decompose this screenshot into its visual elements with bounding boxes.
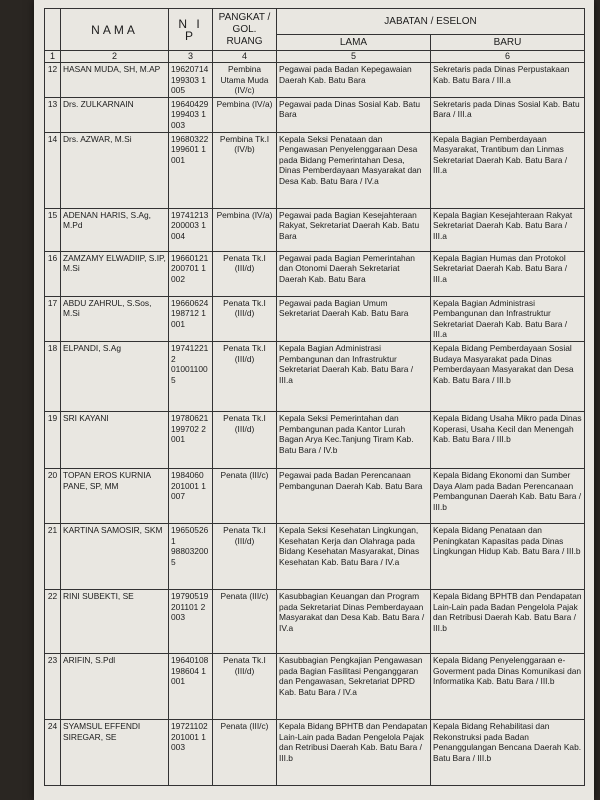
employee-rank: Penata Tk.I (III/d) xyxy=(213,653,277,719)
employee-name: ABDU ZAHRUL, S.Sos, M.Si xyxy=(61,296,169,341)
table-row xyxy=(45,523,585,589)
employee-name: SRI KAYANI xyxy=(61,411,169,468)
employee-name: ARIFIN, S.Pdl xyxy=(61,653,169,719)
employee-name: HASAN MUDA, SH, M.AP xyxy=(61,63,169,98)
employee-nip: 19790519 201101 2 003 xyxy=(169,589,213,653)
employee-nip: 19780621 199702 2 001 xyxy=(169,411,213,468)
employee-rank: Pembina Tk.I (IV/b) xyxy=(213,132,277,208)
old-position: Pegawai pada Bagian Kesejahteraan Rakyat, Sekretariat Daerah Kab. Batu Bara xyxy=(277,208,431,251)
col-number: 6 xyxy=(431,51,585,63)
row-number: 17 xyxy=(45,296,61,341)
row-number: 13 xyxy=(45,97,61,132)
employee-name: KARTINA SAMOSIR, SKM xyxy=(61,523,169,589)
header-nip: N I P xyxy=(169,9,213,51)
employee-rank: Penata Tk.I (III/d) xyxy=(213,296,277,341)
col-number: 4 xyxy=(213,51,277,63)
employee-rank: Pembina (IV/a) xyxy=(213,97,277,132)
old-position: Kepala Bidang BPHTB dan Pendapatan Lain-Lain pada Badan Pengelola Pajak dan Retribusi Daerah Kab. Batu Bara / III.b xyxy=(277,719,431,785)
col-number: 3 xyxy=(169,51,213,63)
employee-name: ADENAN HARIS, S.Ag, M.Pd xyxy=(61,208,169,251)
employee-rank: Penata (III/c) xyxy=(213,468,277,523)
new-position: Kepala Bagian Pemberdayaan Masyarakat, Trantibum dan Linmas Sekretariat Daerah Kab. Batu Bara / III.a xyxy=(431,132,585,208)
old-position: Kepala Seksi Pemerintahan dan Pembangunan pada Kantor Lurah Bagan Arya Kec.Tanjung Tiram Kab. Batu Bara / IV.b xyxy=(277,411,431,468)
new-position: Kepala Bagian Administrasi Pembangunan dan Infrastruktur Sekretariat Daerah Kab. Batu Bara / III.a xyxy=(431,296,585,341)
new-position: Sekretaris pada Dinas Sosial Kab. Batu Bara / III.a xyxy=(431,97,585,132)
employee-nip: 197412212 010011005 xyxy=(169,341,213,411)
employee-nip: 1984060 201001 1 007 xyxy=(169,468,213,523)
col-number: 2 xyxy=(61,51,169,63)
new-position: Kepala Bidang Penataan dan Peningkatan Kapasitas pada Dinas Lingkungan Hidup Kab. Batu Bara / III.b xyxy=(431,523,585,589)
employee-rank: Penata (III/c) xyxy=(213,719,277,785)
header-jabatan: JABATAN / ESELON xyxy=(277,9,585,35)
employee-rank: Penata (III/c) xyxy=(213,589,277,653)
employee-nip: 19741213 200003 1 004 xyxy=(169,208,213,251)
table-row xyxy=(45,251,585,296)
col-number: 1 xyxy=(45,51,61,63)
employee-name: SYAMSUL EFFENDI SIREGAR, SE xyxy=(61,719,169,785)
employee-rank: Penata Tk.I (III/d) xyxy=(213,411,277,468)
table-row xyxy=(45,208,585,251)
table-row xyxy=(45,653,585,719)
col-number: 5 xyxy=(277,51,431,63)
employee-nip: 196505261 988032005 xyxy=(169,523,213,589)
table-row xyxy=(45,132,585,208)
table-row xyxy=(45,63,585,98)
employee-nip: 19680322 199601 1 001 xyxy=(169,132,213,208)
header-pangkat: PANGKAT / GOL. RUANG xyxy=(213,9,277,51)
table-row xyxy=(45,411,585,468)
employee-rank: Penata Tk.I (III/d) xyxy=(213,251,277,296)
new-position: Kepala Bagian Humas dan Protokol Sekretariat Daerah Kab. Batu Bara / III.a xyxy=(431,251,585,296)
row-number: 23 xyxy=(45,653,61,719)
employee-nip: 19620714 199303 1 005 xyxy=(169,63,213,98)
document-page xyxy=(34,0,594,800)
employee-nip: 19660624 198712 1 001 xyxy=(169,296,213,341)
new-position: Kepala Bidang Rehabilitasi dan Rekonstruksi pada Badan Penanggulangan Bencana Daerah Kab. Batu Bara / III.b xyxy=(431,719,585,785)
table-row xyxy=(45,719,585,785)
row-number: 20 xyxy=(45,468,61,523)
old-position: Kasubbagian Keuangan dan Program pada Sekretariat Dinas Pemberdayaan Masyarakat dan Desa Kab. Batu Bara / IV.a xyxy=(277,589,431,653)
old-position: Pegawai pada Badan Perencanaan Pembangunan Daerah Kab. Batu Bara xyxy=(277,468,431,523)
old-position: Kepala Seksi Kesehatan Lingkungan, Kesehatan Kerja dan Olahraga pada Bidang Kesehatan Masyarakat, Dinas Kesehatan Kab. Batu Bara / IV.a xyxy=(277,523,431,589)
employee-name: Drs. AZWAR, M.Si xyxy=(61,132,169,208)
old-position: Pegawai pada Dinas Sosial Kab. Batu Bara xyxy=(277,97,431,132)
new-position: Kepala Bagian Kesejahteraan Rakyat Sekretariat Daerah Kab. Batu Bara / III.a xyxy=(431,208,585,251)
row-number: 22 xyxy=(45,589,61,653)
table-row xyxy=(45,468,585,523)
old-position: Pegawai pada Badan Kepegawaian Daerah Kab. Batu Bara xyxy=(277,63,431,98)
employee-name: ELPANDI, S.Ag xyxy=(61,341,169,411)
personnel-table xyxy=(44,8,585,786)
employee-name: Drs. ZULKARNAIN xyxy=(61,97,169,132)
old-position: Kasubbagian Pengkajian Pengawasan pada Bagian Fasilitasi Penganggaran dan Pengawasan, Sekretariat DPRD Kab. Batu Bara / IV.a xyxy=(277,653,431,719)
employee-name: TOPAN EROS KURNIA PANE, SP, MM xyxy=(61,468,169,523)
old-position: Kepala Seksi Penataan dan Pengawasan Penyelenggaraan Desa pada Bidang Pemerintahan Desa, Dinas Pemberdayaan Masyarakat dan Desa Kab. Batu Bara / IV.a xyxy=(277,132,431,208)
table-row xyxy=(45,296,585,341)
row-number: 19 xyxy=(45,411,61,468)
old-position: Kepala Bagian Administrasi Pembangunan dan Infrastruktur Sekretariat Daerah Kab. Batu Bara / III.a xyxy=(277,341,431,411)
row-number: 14 xyxy=(45,132,61,208)
old-position: Pegawai pada Bagian Umum Sekretariat Daerah Kab. Batu Bara xyxy=(277,296,431,341)
employee-name: ZAMZAMY ELWADIIP, S.IP, M.Si xyxy=(61,251,169,296)
table-row xyxy=(45,97,585,132)
employee-nip: 19721102 201001 1 003 xyxy=(169,719,213,785)
row-number: 24 xyxy=(45,719,61,785)
employee-rank: Penata Tk.I (III/d) xyxy=(213,523,277,589)
old-position: Pegawai pada Bagian Pemerintahan dan Otonomi Daerah Sekretariat Daerah Kab. Batu Bara xyxy=(277,251,431,296)
header-nama: NAMA xyxy=(61,9,169,51)
new-position: Sekretaris pada Dinas Perpustakaan Kab. Batu Bara / III.a xyxy=(431,63,585,98)
employee-name: RINI SUBEKTI, SE xyxy=(61,589,169,653)
row-number: 18 xyxy=(45,341,61,411)
new-position: Kepala Bidang Usaha Mikro pada Dinas Koperasi, Usaha Kecil dan Menengah Kab. Batu Bara / III.b xyxy=(431,411,585,468)
row-number: 16 xyxy=(45,251,61,296)
row-number: 21 xyxy=(45,523,61,589)
new-position: Kepala Bidang Penyelenggaraan e-Goverment pada Dinas Komunikasi dan Informatika Kab. Batu Bara / III.b xyxy=(431,653,585,719)
table-row xyxy=(45,341,585,411)
new-position: Kepala Bidang Pemberdayaan Sosial Budaya Masyarakat pada Dinas Pemberdayaan Masyarakat dan Desa Kab. Batu Bara / III.b xyxy=(431,341,585,411)
employee-nip: 19640108 198604 1 001 xyxy=(169,653,213,719)
employee-rank: Pembina Utama Muda (IV/c) xyxy=(213,63,277,98)
table-row xyxy=(45,589,585,653)
header-number-blank xyxy=(45,9,61,51)
row-number: 15 xyxy=(45,208,61,251)
employee-nip: 19660121 200701 1 002 xyxy=(169,251,213,296)
employee-rank: Penata Tk.I (III/d) xyxy=(213,341,277,411)
header-lama: LAMA xyxy=(277,35,431,51)
employee-nip: 19640429 199403 1 003 xyxy=(169,97,213,132)
employee-rank: Pembina (IV/a) xyxy=(213,208,277,251)
header-baru: BARU xyxy=(431,35,585,51)
row-number: 12 xyxy=(45,63,61,98)
new-position: Kepala Bidang BPHTB dan Pendapatan Lain-Lain pada Badan Pengelola Pajak dan Retribusi Daerah Kab. Batu Bara / III.b xyxy=(431,589,585,653)
new-position: Kepala Bidang Ekonomi dan Sumber Daya Alam pada Badan Perencanaan Pembangunan Daerah Kab. Batu Bara / III.b xyxy=(431,468,585,523)
